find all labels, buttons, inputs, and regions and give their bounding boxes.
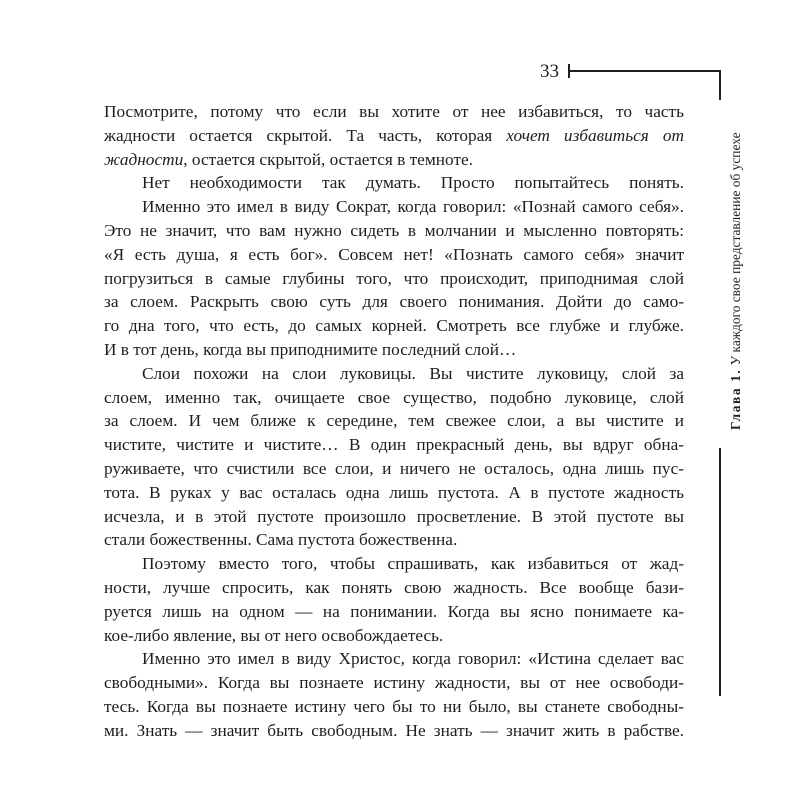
text-line: погрузиться в самые глубины того, что происходит, приподнимая слой [104,268,684,288]
text-line: ности, лучше спросить, как понять свою жадность. Все вообще бази- [104,577,684,597]
text-line: кое-либо явление, вы от него освобождаетесь. [104,625,444,645]
text-line [104,148,684,172]
text-line [104,124,684,148]
running-head-title: У каждого свое представление об успехе [728,132,743,366]
text-line: И в тот день, когда вы приподнимите последний слой… [104,339,517,359]
text-fragment: , остается скрытой, остается в темноте. [183,149,473,169]
side-rule-bottom [719,448,721,696]
italic-fragment: жадности [104,149,184,169]
text-line: Нет необходимости так думать. Просто попытайтесь понять. [142,173,684,193]
text-line: исчезла, и в этой пустоте произошло просветление. В этой пустоте вы [104,506,684,526]
text-line: за слоем. И чем ближе к середине, тем свежее слои, а вы чистите и [104,411,684,431]
text-line: тесь. Когда вы познаете истину чего бы то ни было, вы станете свободны- [104,696,684,716]
text-line: руется лишь на одном — на понимании. Когда вы ясно понимаете ка- [104,601,684,621]
italic-fragment: хочет избавиться от [506,125,684,145]
text-line: Посмотрите, потому что если вы хотите от нее избавиться, то часть [104,102,684,121]
text-line: Именно это имел в виду Сократ, когда говорил: «Познай самого себя». [142,197,684,217]
running-head [727,132,745,430]
page-number: 33 [540,61,559,82]
text-line: за слоем. Раскрыть свою суть для своего понимания. Дойти до само- [104,292,684,312]
text-line: Поэтому вместо того, чтобы спрашивать, как избавиться от жад- [142,554,684,574]
side-rule-top [719,70,721,100]
header-rule [570,70,720,72]
text-line: слоем, именно так, очищаете свое существо, подобно луковице, слой [104,387,684,407]
text-line: чистите, чистите и чистите… В один прекрасный день, вы вдруг обна- [104,435,684,455]
body-text [104,100,684,743]
text-fragment: жадности остается скрытой. Та часть, которая [104,125,493,145]
text-line: тота. В руках у вас осталась одна лишь пустота. А в пустоте жадность [104,482,684,502]
text-line: Это не значит, что вам нужно сидеть в молчании и мысленно повторять: [104,220,684,240]
text-line: ми. Знать — значит быть свободным. Не знать — значит жить в рабстве. [104,720,684,740]
text-line: го дна того, что есть, до самых корней. Смотреть все глубже и глубже. [104,316,684,336]
text-line: стали божественны. Сама пустота божественна. [104,530,458,550]
text-line: «Я есть душа, я есть бог». Совсем нет! «Познать самого себя» значит [104,244,684,264]
text-line: Именно это имел в виду Христос, когда говорил: «Истина сделает вас [142,649,684,669]
running-head-chapter: Глава 1. [728,368,743,430]
text-line: руживаете, что счистили все слои, и ничего не осталось, одна лишь пус- [104,458,684,478]
text-line: Слои похожи на слои луковицы. Вы чистите луковицу, слой за [142,363,684,383]
text-line: свободными». Когда вы познаете истину жадности, вы от нее освободи- [104,673,684,693]
